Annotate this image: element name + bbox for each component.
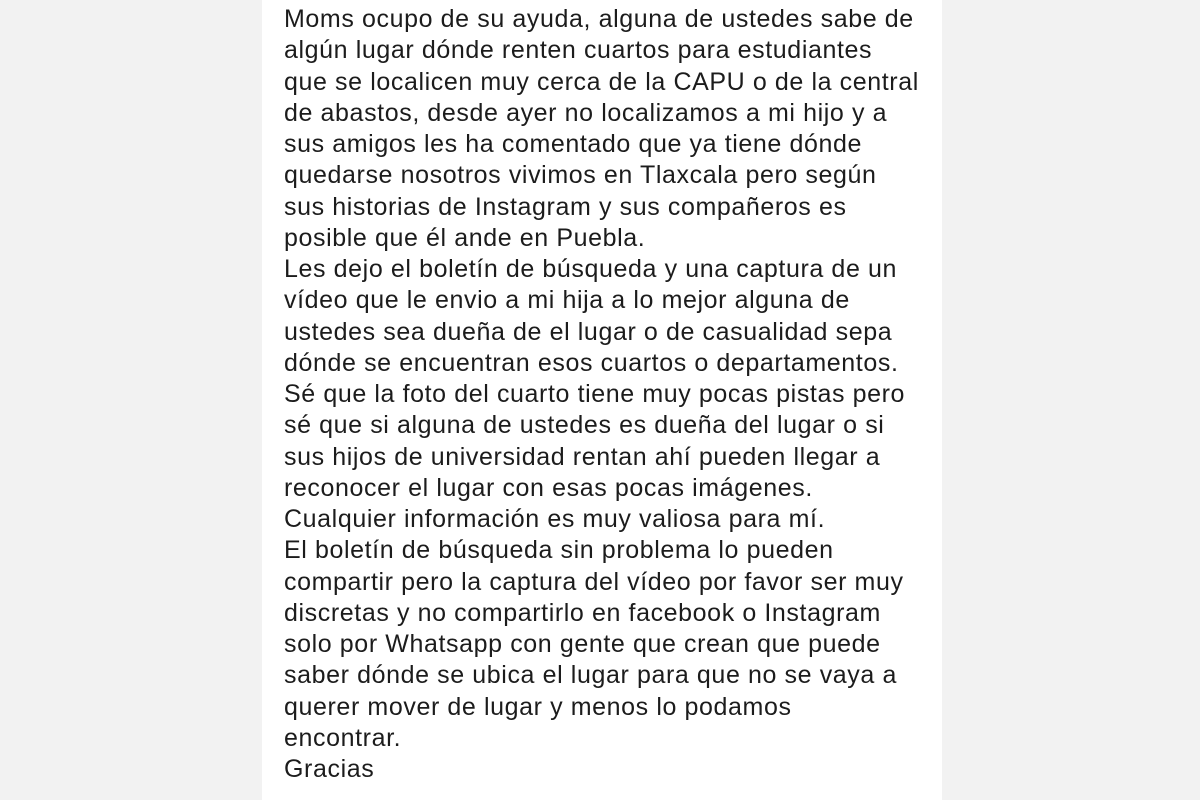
post-line: Sé que la foto del cuarto tiene muy pocas pistas pero <box>284 380 906 408</box>
post-line: sus hijos de universidad rentan ahí pueden llegar a <box>284 442 881 471</box>
post-line: Cualquier información es muy valiosa para mí. <box>284 505 826 533</box>
post-line: encontrar. <box>284 723 402 752</box>
post-line: querer mover de lugar y menos lo podamos <box>284 692 792 721</box>
post-line: dónde se encuentran esos cuartos o departamentos. <box>284 348 899 377</box>
post-line: de abastos, desde ayer no localizamos a mi hijo y a <box>284 98 888 127</box>
post-line: sé que si alguna de ustedes es dueña del lugar o si <box>284 411 885 440</box>
post-line: Les dejo el boletín de búsqueda y una captura de un <box>284 255 897 283</box>
post-line: sus historias de Instagram y sus compañeros es <box>284 192 847 221</box>
post-line: compartir pero la captura del vídeo por favor ser muy <box>284 567 904 596</box>
post-line: sus amigos les ha comentado que ya tiene dónde <box>284 130 862 158</box>
post-line: Moms ocupo de su ayuda, alguna de ustedes sabe de <box>284 5 914 33</box>
post-line: que se localicen muy cerca de la CAPU o de la central <box>284 67 919 96</box>
post-line: vídeo que le envio a mi hija a lo mejor alguna de <box>284 286 850 315</box>
post-line: Gracias <box>284 755 375 783</box>
post-line: posible que él ande en Puebla. <box>284 223 646 252</box>
post-body <box>284 4 944 785</box>
post-line: discretas y no compartirlo en facebook o Instagram <box>284 598 881 627</box>
post-line: solo por Whatsapp con gente que crean que puede <box>284 630 881 658</box>
post-line: reconocer el lugar con esas pocas imágenes. <box>284 473 813 502</box>
post-line: quedarse nosotros vivimos en Tlaxcala pero según <box>284 161 877 190</box>
post-line: saber dónde se ubica el lugar para que no se vaya a <box>284 661 897 690</box>
post-line: ustedes sea dueña de el lugar o de casualidad sepa <box>284 317 893 346</box>
post-line: algún lugar dónde renten cuartos para estudiantes <box>284 36 873 65</box>
post-line: El boletín de búsqueda sin problema lo pueden <box>284 536 834 565</box>
